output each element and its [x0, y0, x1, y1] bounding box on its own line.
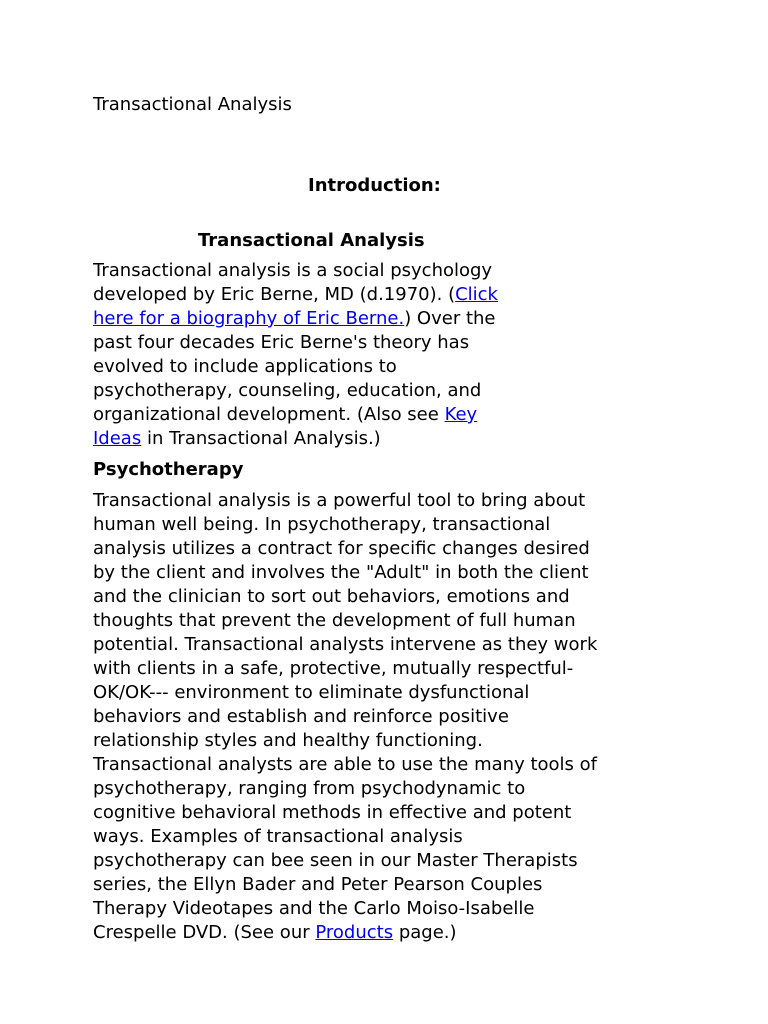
introduction-heading: Introduction: [308, 175, 441, 196]
paragraph-line: with clients in a safe, protective, mutually respectful- [93, 658, 574, 679]
paragraph-line: ways. Examples of transactional analysis [93, 826, 463, 847]
paragraph-line [93, 427, 498, 451]
paragraph-line: cognitive behavioral methods in effective and potent [93, 802, 572, 823]
biography-link[interactable]: Click [455, 284, 498, 305]
paragraph-line: behaviors and establish and reinforce positive [93, 706, 509, 727]
paragraph-line: relationship styles and healthy functioning. [93, 730, 483, 751]
psychotherapy-heading: Psychotherapy [93, 459, 244, 480]
text-fragment: ) Over the [404, 308, 496, 329]
paragraph-line: Transactional analysts are able to use the many tools of [93, 754, 597, 775]
text-fragment: in Transactional Analysis.) [141, 428, 381, 449]
paragraph-line: by the client and involves the "Adult" in both the client [93, 562, 589, 583]
paragraph-line [93, 307, 498, 331]
text-fragment: Crespelle DVD. (See our [93, 922, 316, 943]
paragraph-line: and the clinician to sort out behaviors, emotions and [93, 586, 570, 607]
paragraph-line: thoughts that prevent the development of full human [93, 610, 576, 631]
paragraph-line: past four decades Eric Berne's theory has [93, 332, 470, 353]
text-fragment: page.) [393, 922, 457, 943]
intro-paragraph [93, 259, 498, 451]
paragraph-line: human well being. In psychotherapy, transactional [93, 514, 551, 535]
paragraph-line [93, 283, 498, 307]
paragraph-line: analysis utilizes a contract for specific changes desired [93, 538, 590, 559]
paragraph-line: OK/OK--- environment to eliminate dysfunctional [93, 682, 530, 703]
paragraph-line: psychotherapy, counseling, education, and [93, 380, 482, 401]
document-title: Transactional Analysis [93, 94, 292, 115]
paragraph-line [93, 403, 498, 427]
biography-link-continued[interactable]: here for a biography of Eric Berne. [93, 308, 405, 329]
paragraph-line: Transactional analysis is a social psychology [93, 260, 493, 281]
paragraph-line: psychotherapy, ranging from psychodynamic to [93, 778, 526, 799]
products-link[interactable]: Products [315, 922, 394, 943]
text-fragment: developed by Eric Berne, MD (d.1970). ( [93, 284, 456, 305]
section-heading: Transactional Analysis [198, 230, 425, 251]
key-ideas-link[interactable]: Key [444, 404, 478, 425]
paragraph-line: Therapy Videotapes and the Carlo Moiso-Isabelle [93, 898, 535, 919]
paragraph-line: potential. Transactional analysts intervene as they work [93, 634, 598, 655]
paragraph-line: series, the Ellyn Bader and Peter Pearson Couples [93, 874, 543, 895]
paragraph-line: evolved to include applications to [93, 356, 397, 377]
paragraph-line [93, 921, 597, 945]
paragraph-line: Transactional analysis is a powerful tool to bring about [93, 490, 586, 511]
psychotherapy-paragraph [93, 489, 597, 945]
text-fragment: organizational development. (Also see [93, 404, 445, 425]
paragraph-line: psychotherapy can bee seen in our Master Therapists [93, 850, 578, 871]
key-ideas-link-continued[interactable]: Ideas [93, 428, 142, 449]
